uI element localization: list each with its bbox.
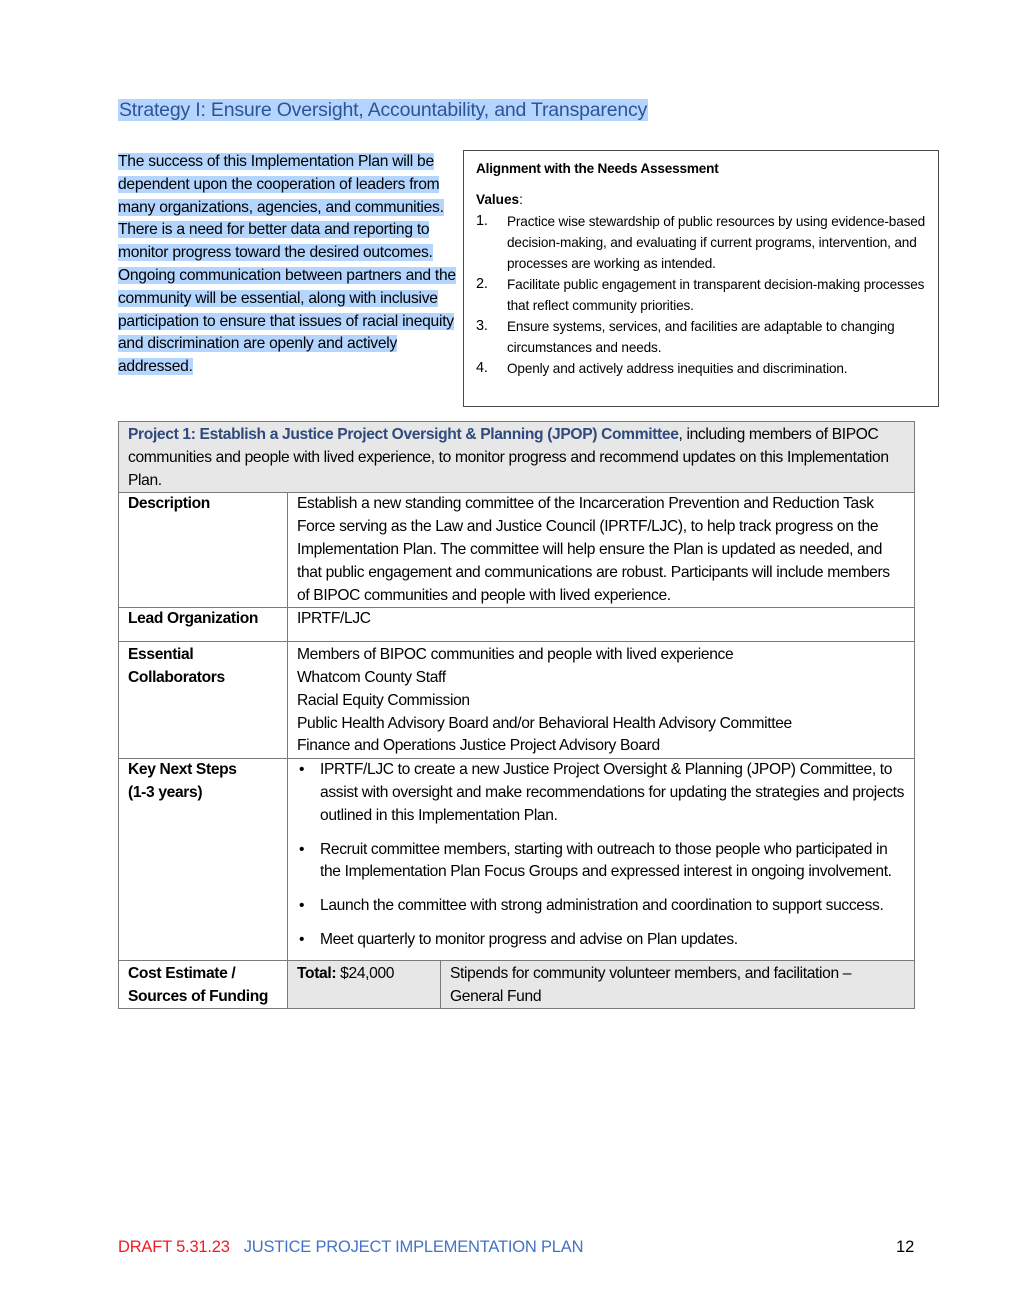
cost-label-line1: Cost Estimate /	[128, 964, 236, 982]
collaborators-label	[119, 642, 288, 759]
list-number: 4.	[476, 360, 488, 376]
collaborators-value	[288, 642, 915, 759]
description-label: Description	[119, 493, 288, 608]
strategy-intro-text[interactable]: The success of this Implementation Plan will be dependent upon the cooperation of leaders from many organizations, agencies, and communities. There is a need for better data and reporting to monitor progress toward the desired outcomes. Ongoing communication between partners and the community will be essential, along with inclusive participation to ensure that issues of racial inequity and discrimination are openly and actively addressed.	[118, 153, 456, 376]
draft-label: DRAFT 5.31.23	[118, 1238, 230, 1256]
project-table	[118, 421, 915, 1009]
values-list-item	[476, 316, 926, 358]
next-step-item	[297, 929, 905, 952]
collaborator-item: Public Health Advisory Board and/or Behavioral Health Advisory Committee	[297, 714, 792, 732]
table-row-cost	[119, 960, 915, 1009]
page-number: 12	[896, 1238, 915, 1256]
strategy-intro-paragraph[interactable]	[118, 151, 458, 379]
values-label: Values	[476, 192, 520, 207]
cost-sources: Stipends for community volunteer members, and facilitation – General Fund	[441, 960, 915, 1009]
list-number: 1.	[476, 213, 488, 229]
values-colon: :	[519, 192, 523, 207]
bullet-icon: •	[299, 761, 305, 779]
value-text: Openly and actively address inequities and discrimination.	[507, 361, 848, 376]
list-number: 3.	[476, 318, 488, 334]
alignment-heading: Alignment with the Needs Assessment	[476, 161, 719, 176]
project-title-rest: , including members of BIPOC communities and people with lived experience, to monitor progress and recommend updates on this Implementation Plan.	[128, 426, 889, 489]
next-step-text: IPRTF/LJC to create a new Justice Project Oversight & Planning (JPOP) Committee, to assist with oversight and make recommendations for updating the strategies and projects outlined in this Implementation Plan.	[320, 761, 905, 824]
project-header-cell	[119, 422, 915, 493]
strategy-heading[interactable]	[118, 96, 648, 124]
values-list-item	[476, 274, 926, 316]
bullet-icon: •	[299, 897, 305, 915]
next-step-item	[297, 895, 905, 918]
collaborator-item: Finance and Operations Justice Project Advisory Board	[297, 737, 660, 755]
collaborator-item: Racial Equity Commission	[297, 691, 470, 709]
values-list	[476, 211, 926, 379]
cost-total-value: $24,000	[336, 964, 395, 982]
value-text: Ensure systems, services, and facilities are adaptable to changing circumstances and needs.	[507, 319, 895, 355]
next-steps-value	[288, 759, 915, 961]
table-row-lead-organization	[119, 608, 915, 642]
table-row-description	[119, 493, 915, 608]
next-step-text: Launch the committee with strong administration and coordination to support success.	[320, 897, 884, 915]
next-steps-label-line1: Key Next Steps	[128, 761, 237, 779]
value-text: Facilitate public engagement in transparent decision-making processes that reflect community priorities.	[507, 277, 925, 313]
next-step-item	[297, 839, 905, 885]
list-number: 2.	[476, 276, 488, 292]
lead-organization-value: IPRTF/LJC	[288, 608, 915, 642]
cost-total-label: Total:	[297, 964, 337, 982]
next-steps-list	[297, 759, 905, 952]
cost-label	[119, 960, 288, 1009]
cost-label-line2: Sources of Funding	[128, 987, 269, 1005]
collaborators-label-line2: Collaborators	[128, 668, 225, 686]
bullet-icon: •	[299, 840, 305, 858]
project-header-row	[119, 422, 915, 493]
next-steps-label-line2: (1-3 years)	[128, 783, 203, 801]
value-text: Practice wise stewardship of public resources by using evidence-based decision-making, and evaluating if current programs, intervention, and processes are working as intended.	[507, 214, 926, 271]
values-heading	[476, 191, 926, 209]
bullet-icon: •	[299, 930, 305, 948]
collaborator-item: Whatcom County Staff	[297, 668, 446, 686]
cost-total	[288, 960, 441, 1009]
project-title: Project 1: Establish a Justice Project Oversight & Planning (JPOP) Committee	[128, 426, 679, 443]
alignment-box	[463, 150, 939, 407]
next-step-item	[297, 759, 905, 827]
strategy-heading-text[interactable]: Strategy I: Ensure Oversight, Accountability, and Transparency	[119, 99, 648, 121]
next-step-text: Recruit committee members, starting with outreach to those people who participated in the Implementation Plan Focus Groups and expressed interest in ongoing involvement.	[320, 840, 892, 881]
table-row-next-steps	[119, 759, 915, 961]
next-steps-label	[119, 759, 288, 961]
table-row-collaborators	[119, 642, 915, 759]
page-footer	[118, 1236, 583, 1258]
collaborators-label-line1: Essential	[128, 646, 194, 664]
description-value: Establish a new standing committee of the Incarceration Prevention and Reduction Task Force serving as the Law and Justice Council (IPRTF/LJC), to help track progress on the Implementation Plan. The committee will help ensure the Plan is updated as needed, and that public engagement and communications are robust. Participants will include members of BIPOC communities and people with lived experience.	[288, 493, 915, 608]
lead-organization-label: Lead Organization	[119, 608, 288, 642]
values-list-item	[476, 211, 926, 274]
next-step-text: Meet quarterly to monitor progress and advise on Plan updates.	[320, 930, 738, 948]
collaborator-item: Members of BIPOC communities and people with lived experience	[297, 646, 734, 664]
document-title: JUSTICE PROJECT IMPLEMENTATION PLAN	[243, 1238, 584, 1256]
values-list-item	[476, 358, 926, 379]
